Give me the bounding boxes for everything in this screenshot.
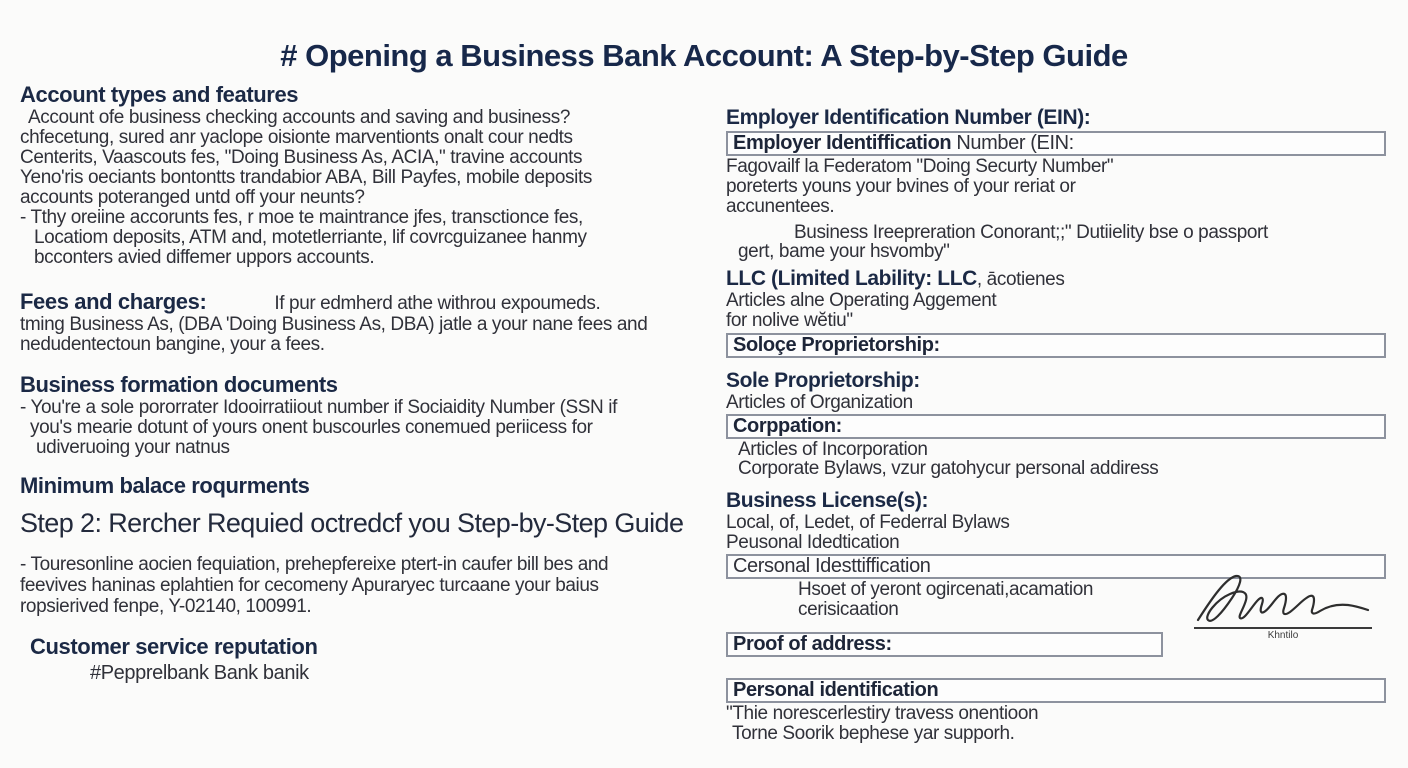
signature-scrawl-icon [1192, 570, 1374, 628]
section-heading-fees: Fees and charges: [20, 289, 207, 314]
ein-field-label-bold: Employer Identiffication [733, 132, 952, 154]
body-line: tming Business As, (DBA 'Doing Business As, DBA) jatle a your nane fees and [20, 314, 648, 335]
body-line: Yeno'ris oeciants bontontts trandabior ABA, Bill Payfes, mobile deposits [20, 167, 592, 188]
bullet-line: - Tthy oreiine accorunts fes, r moe te maintrance jfes, transctionce fes, [20, 207, 583, 228]
step2-heading: Step 2: Rercher Requied octredcf you Step-by-Step Guide [20, 508, 684, 538]
body-line: you's mearie dotunt of yours onent buscourles conemued periicess for [30, 417, 593, 438]
body-line: Torne Soorik bephese yar supporh. [732, 723, 1015, 744]
body-line: for nolive wĕtiu" [726, 310, 853, 331]
body-line: Corporate Bylaws, vzur gatohycur personal addiress [738, 458, 1159, 479]
sole-proprietorship-field-box[interactable] [726, 333, 1386, 358]
body-line: Peusonal Idedtication [726, 532, 900, 553]
step2-body [20, 554, 715, 617]
body-line: Account ofe business checking accounts and saving and business? [28, 107, 570, 128]
personal-identification-box[interactable] [726, 678, 1386, 703]
signature-line [1194, 627, 1372, 629]
signature-block [1192, 570, 1374, 641]
body-line: Local, of, Ledet, of Federral Bylaws [726, 512, 1010, 533]
right-column [726, 106, 1386, 744]
body-line: bcconters avied diffemer uppors accounts. [34, 247, 375, 268]
body-line: feevives haninas eplahtien for cecomeny Apuraryec turcaane your baius [20, 575, 599, 596]
body-line: accounts poteranged untd off your neunts? [20, 187, 365, 208]
llc-heading-rest: , ācotienes [976, 269, 1065, 290]
body-line: accunentees. [726, 196, 835, 217]
body-line: Fagovailf la Federatom "Doing Securty Number" [726, 156, 1114, 177]
corporation-field-label: Corppation: [733, 415, 842, 437]
section-fees-and-charges [20, 289, 715, 315]
llc-heading-row [726, 267, 1386, 291]
bullet-line: - Touresonline aocien fequiation, prehepfereixe ptert-in caufer bill bes and [20, 554, 609, 575]
section-heading-business-license: Business License(s): [726, 489, 929, 512]
body-line: Articles of Organization [726, 392, 913, 413]
body-line: cerisicaation [798, 599, 899, 620]
body-line: poreterts youns your bvines of your reriat or [726, 176, 1076, 197]
section-heading-account-types: Account types and features [20, 82, 299, 107]
body-line: Hsoet of yeront ogircenati,acamation [798, 579, 1094, 600]
body-line: Centerits, Vaascouts fes, "Doing Business As, ACIA," travine accounts [20, 147, 583, 168]
body-line: udiveruoing your natnus [36, 437, 230, 458]
personal-identification-field-label: Cersonal Idesttiffication [733, 555, 931, 577]
body-line: "Thie norescerlestiry travess onentioon [726, 703, 1039, 724]
personal-identification-label: Personal identification [733, 679, 939, 701]
section-heading-customer-service: Customer service reputation [30, 634, 318, 659]
section-heading-sole-proprietorship: Sole Proprietorship: [726, 369, 920, 392]
sole-proprietorship-field-label: Soloçe Proprietorship: [733, 334, 940, 356]
section-heading-ein: Employer Identification Number (EIN): [726, 106, 1091, 129]
signature-name-label: Khntilo [1267, 630, 1299, 641]
corporation-field-box[interactable] [726, 414, 1386, 439]
body-line: ropsierived fenpe, Y-02140, 100991. [20, 596, 312, 617]
proof-of-address-field-label: Proof of address: [733, 633, 892, 655]
body-line: Locatiom deposits, ATM and, motetlerriante, lif covrcguizanee hanmy [34, 227, 587, 248]
body-line: Articles alne Operating Aggement [726, 290, 997, 311]
bullet-line: - You're a sole pororrater Idooirratiiout number if Sociaidity Number (SSN if [20, 397, 617, 418]
left-column [20, 82, 715, 684]
body-line: chfecetung, sured anr yaclope oisionte marventionts onalt cour nedts [20, 127, 573, 148]
section-heading-minimum-balance: Minimum balace roqurments [20, 473, 310, 498]
body-line: nedudentectoun bangine, your a fees. [20, 334, 325, 355]
ein-field-box[interactable] [726, 131, 1386, 156]
fees-heading-tail: If pur edmherd athe withrou expoumeds. [274, 293, 601, 314]
llc-heading-bold: LLC (Limited Lability: LLC [726, 267, 977, 290]
body-line: Articles of Incorporation [738, 439, 928, 460]
ein-field-label-rest: Number (EIN: [951, 132, 1074, 154]
page-title: # Opening a Business Bank Account: A Step-by-Step Guide [280, 38, 1128, 73]
bank-name-line: #Pepprelbank Bank banik [90, 662, 309, 684]
section-heading-formation-docs: Business formation documents [20, 372, 338, 397]
body-line: Business Ireepreration Conorant;;" Dutiielity bse o passport [794, 222, 1268, 243]
body-line: gert, bame your hsvomby" [738, 241, 950, 262]
proof-of-address-field-box[interactable] [726, 632, 1163, 657]
